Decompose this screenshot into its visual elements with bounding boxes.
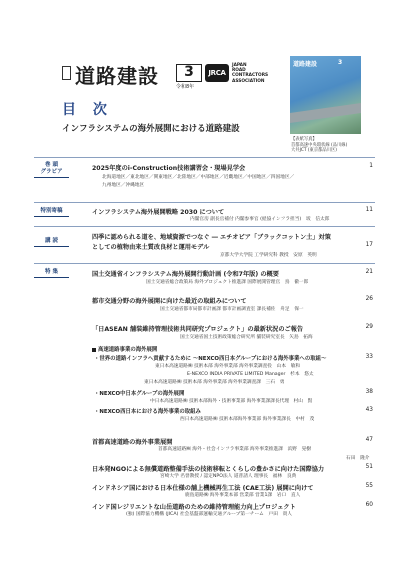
- cover-issue: 3: [338, 59, 343, 66]
- article-author: (独) 国際協力機構 (JICA) 社会基盤部運輸交通グループ第一チーム 戸田 貴人: [126, 512, 292, 517]
- article-title[interactable]: ・世界の道路インフラへ貢献するために ～NEXCO西日本グループにおける海外事業への取組～: [94, 356, 327, 362]
- special-title[interactable]: インフラシステム海外展開戦略 2030 について: [92, 209, 225, 216]
- grabia-title[interactable]: 2025年度のi-Construction技術講習会・現場見学会: [92, 165, 246, 172]
- jrca-logo: JRCA: [205, 64, 229, 82]
- article-title[interactable]: ・NEXCO中日本グループの海外展開: [94, 391, 185, 397]
- article-page: 55: [365, 483, 373, 489]
- article-author: E-NEXCO INDIA PRIVATE LIMITED Manager 杉本 悠太: [187, 372, 314, 377]
- article-title[interactable]: ・NEXCO西日本における海外事業の取組み: [94, 409, 201, 415]
- article-author: 東日本高速道路㈱ 技術本部 海外事業部 海外事業調査役 山本 敏和: [155, 364, 301, 369]
- section-divider: [34, 226, 375, 227]
- article-page: 38: [365, 389, 373, 395]
- lecture-title[interactable]: としての植物由来土質改良材と運用モデル: [92, 244, 210, 251]
- association-name: JAPAN ROAD CONTRACTORS ASSOCIATION: [232, 63, 269, 84]
- article-page: 43: [365, 407, 373, 413]
- cover-thumbnail: [290, 56, 361, 134]
- issue-number: 3: [176, 64, 202, 82]
- article-title[interactable]: 日本発NGOによる無償道路整備手法の技術移転とくらしの豊かさに向けた国際協力: [92, 466, 325, 473]
- article-title[interactable]: 首都高速道路の海外事業展開: [92, 439, 173, 446]
- grabia-sub: 北海道地区／東北地区／関東地区／北陸地区／中部地区／近畿地区／中国地区／四国地区／: [102, 175, 295, 180]
- title-square-icon: [62, 66, 71, 80]
- article-author: 石田 隆介: [346, 456, 370, 461]
- article-page: 21: [365, 269, 373, 275]
- article-author: 国土交通省総合政策局 海外プロジェクト推進課 国際展開管理官 鳥 徹一郎: [146, 280, 309, 285]
- section-divider: [34, 263, 375, 264]
- article-author: 鹿島道路㈱ 海外事業本部 営業部 営業1課 岩口 直人: [185, 493, 301, 498]
- lecture-author: 京都大学大学院 工学研究科 教授 安原 英明: [220, 253, 317, 258]
- section-divider: [34, 202, 375, 203]
- special-page: 11: [365, 207, 373, 213]
- toc-heading: 目 次: [62, 102, 113, 118]
- grabia-page: 1: [369, 163, 373, 169]
- article-page: 26: [365, 296, 373, 302]
- article-title[interactable]: インドネシア国における日本仕様の舗上機械再生工法 (CAE工法) 展開に向けて: [92, 485, 314, 492]
- article-author: 中日本高速道路㈱ 技術本部海外・技術事業部 海外事業課課長代理 村山 賢: [150, 399, 313, 404]
- article-page: 51: [365, 464, 373, 470]
- article-author: 国土交通省国土技術政策総合研究所 舗装研究室長 矢島 拓海: [180, 335, 313, 340]
- article-author: 宮崎大学 名誉教授 / 認定NPO法人 道普請人 理事長 福林 良典: [160, 474, 297, 479]
- special-label: 特別寄稿: [34, 207, 69, 217]
- article-page: 47: [365, 437, 373, 443]
- article-author: 国土交通省都市局都市計画課 都市計画調査室 課長補佐 舟足 保一: [160, 307, 304, 312]
- cover-road-shape: [290, 103, 361, 123]
- section-divider: [34, 157, 375, 158]
- lecture-label: 講 読: [34, 237, 69, 247]
- grabia-sub: 九州地区／沖縄地区: [102, 183, 145, 188]
- article-title[interactable]: 都市交通分野の海外展開に向けた最近の取組みについて: [92, 298, 247, 305]
- journal-title: 道路建設: [75, 64, 159, 88]
- lecture-title[interactable]: 四季に認められる道を、地域資源でつなぐ ― エチオピア「ブラックコットン土」対策: [92, 234, 331, 241]
- article-title[interactable]: 「日ASEAN 舗装維持管理技術共同研究プロジェクト」の最新状況のご報告: [92, 326, 304, 333]
- article-author: 東日本高速道路㈱ 技術本部 海外事業部 海外事業調査課 三石 勇: [144, 380, 285, 385]
- article-author: 西日本高速道路㈱ 技術本部海外事業部 海外事業課長 中村 茂: [180, 417, 315, 422]
- cover-title: 道路建設: [293, 61, 318, 68]
- article-author: 首都高速道路㈱ 海外・社会インフラ事業部 海外事業推進課 浜野 晃樹: [158, 447, 311, 452]
- article-page: 33: [365, 354, 373, 360]
- square-bullet-icon: [92, 348, 96, 352]
- subsection-heading: 高速道路事業の海外展開: [92, 345, 157, 353]
- article-page: 60: [365, 502, 373, 508]
- special-author: 内閣官房 副長官補付 内閣参事官 (経協インフラ担当) 坂 信太郎: [190, 217, 330, 222]
- article-title[interactable]: 国土交通省インフラシステム海外展開行動計画 (令和7年版) の概要: [92, 271, 279, 278]
- grabia-label: 巻 頭 グラビア: [34, 162, 69, 178]
- article-title[interactable]: インド国レジリエントな山岳道路のための維持管理能力向上プロジェクト: [92, 504, 296, 511]
- issue-year: 令和8年: [176, 84, 195, 90]
- cover-note: 【表紙写真】 首都高速中央環状線 (品川線) 大井JCT (東京都品川区): [291, 137, 348, 154]
- lecture-page: 17: [365, 242, 373, 248]
- feature-label: 特 集: [34, 268, 69, 278]
- feature-title: インフラシステムの海外展開における道路建設: [62, 124, 240, 134]
- article-page: 29: [365, 324, 373, 330]
